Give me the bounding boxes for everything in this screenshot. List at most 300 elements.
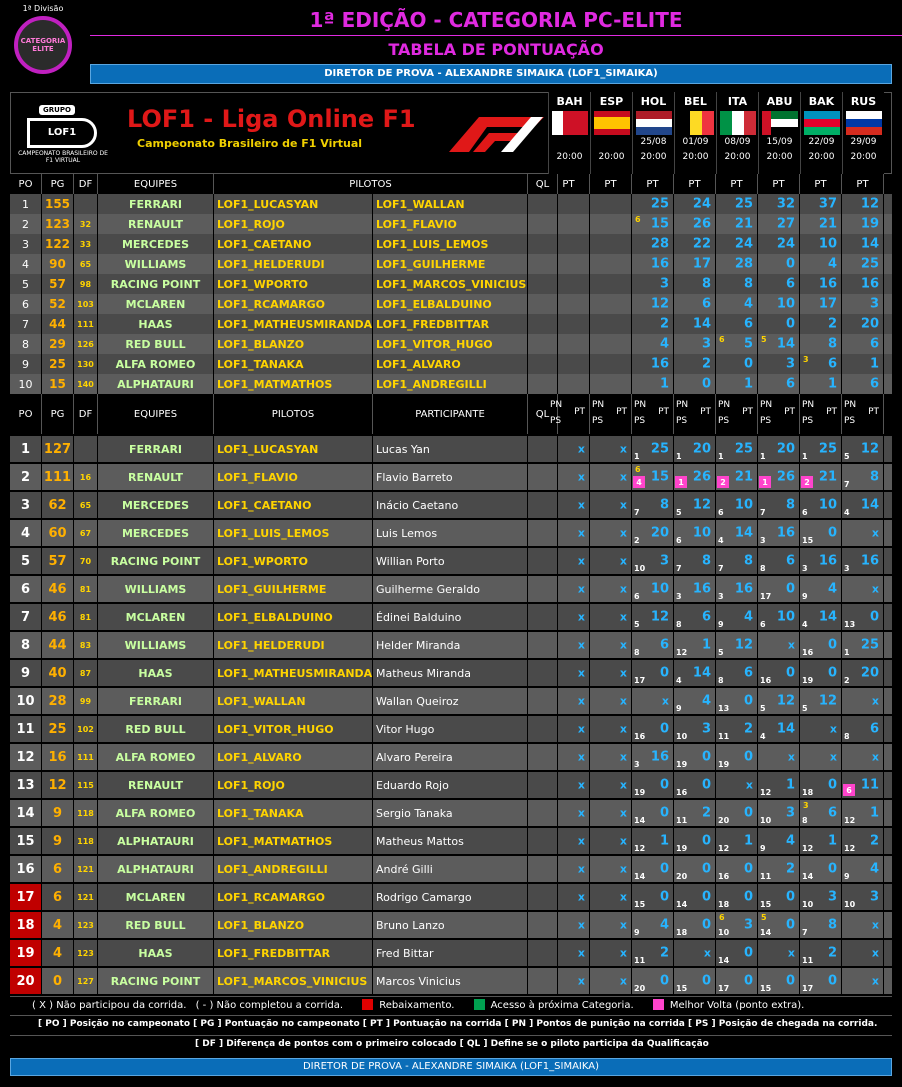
race-points: 1	[659, 833, 669, 849]
did-not-race: x	[619, 442, 627, 456]
race-points: 25	[650, 441, 669, 457]
driver-race-cell	[548, 688, 590, 714]
driver-race-cell	[842, 632, 884, 658]
race-points: 0	[659, 973, 669, 989]
driver-race-cell	[842, 884, 884, 910]
race-points: 0	[743, 693, 753, 709]
team-race-points: 37	[818, 196, 837, 212]
finish-position: 1	[802, 452, 808, 461]
team-race-cell	[842, 234, 884, 254]
team-mark: 5	[761, 335, 767, 344]
driver-race-cell	[716, 492, 758, 518]
driver-race-cell	[800, 968, 842, 994]
finish-position: 3	[802, 564, 808, 573]
race-points: 10	[734, 497, 753, 513]
driver-diff: 115	[74, 772, 98, 798]
finish-position: 14	[718, 956, 730, 965]
col-ps: PS	[844, 416, 856, 426]
col-race-head	[590, 394, 632, 434]
driver-team: HAAS	[98, 940, 214, 966]
race-ita	[716, 92, 758, 174]
team-race-points: 21	[734, 216, 753, 232]
team-race-points: 17	[692, 256, 711, 272]
finish-position: 16	[676, 788, 688, 797]
driver-row	[10, 688, 892, 714]
finish-position: 1	[844, 648, 850, 657]
did-not-race: x	[787, 638, 795, 652]
driver-race-cell	[758, 968, 800, 994]
finish-position: 9	[760, 844, 766, 853]
team-race-cell	[758, 234, 800, 254]
team-race-cell	[548, 234, 590, 254]
driver-pilot: LOF1_MATMATHOS	[214, 828, 373, 854]
team-race-cell	[590, 374, 632, 394]
driver-race-cell	[716, 772, 758, 798]
team-race-points: 0	[785, 316, 795, 332]
driver-pos: 15	[10, 828, 42, 854]
driver-name: Wallan Queiroz	[373, 688, 528, 714]
race-code: ABU	[766, 95, 793, 108]
driver-race-cell	[590, 716, 632, 742]
driver-name: Willian Porto	[373, 548, 528, 574]
race-rus	[842, 92, 884, 174]
driver-race-cell	[800, 912, 842, 938]
bak-flag-icon	[804, 111, 840, 135]
driver-race-cell	[716, 604, 758, 630]
race-points: 1	[785, 777, 795, 793]
finish-position: 16	[760, 676, 772, 685]
team-race-cell	[590, 274, 632, 294]
finish-position: 10	[676, 732, 688, 741]
driver-race-cell	[548, 660, 590, 686]
driver-mark: 3	[803, 801, 809, 810]
did-not-race: x	[619, 526, 627, 540]
driver-race-cell	[842, 660, 884, 686]
team-race-cell	[800, 294, 842, 314]
driver-name: Eduardo Rojo	[373, 772, 528, 798]
team-race-cell	[758, 314, 800, 334]
driver-diff: 118	[74, 800, 98, 826]
team-race-cell	[590, 254, 632, 274]
team-race-points: 1	[743, 376, 753, 392]
col-pt: PT	[716, 174, 758, 194]
finish-position: 19	[676, 760, 688, 769]
finish-position: 10	[718, 928, 730, 937]
driver-race-cell	[632, 436, 674, 462]
finish-position: 4	[760, 732, 766, 741]
team-race-cell	[716, 274, 758, 294]
lof1-logo-icon: LOF1	[27, 118, 97, 148]
team-race-points: 3	[785, 356, 795, 372]
team-driver-2: LOF1_MARCOS_VINICIUS	[373, 274, 528, 294]
driver-pos: 6	[10, 576, 42, 602]
race-points: 0	[659, 721, 669, 737]
driver-pos: 19	[10, 940, 42, 966]
did-not-race: x	[787, 750, 795, 764]
driver-pilot: LOF1_WPORTO	[214, 548, 373, 574]
finish-position: 12	[802, 844, 814, 853]
did-not-race: x	[871, 694, 879, 708]
col-pn: PN	[718, 400, 731, 410]
finish-position: 19	[634, 788, 646, 797]
driver-pilot: LOF1_LUIS_LEMOS	[214, 520, 373, 546]
driver-race-cell	[842, 464, 884, 490]
legend-line-1	[32, 999, 892, 1011]
team-diff	[74, 194, 98, 214]
race-points: 0	[827, 525, 837, 541]
did-not-race: x	[829, 750, 837, 764]
team-race-points: 2	[701, 356, 711, 372]
team-race-points: 6	[701, 296, 711, 312]
driver-team: FERRARI	[98, 436, 214, 462]
team-race-cell	[674, 214, 716, 234]
driver-row	[10, 604, 892, 630]
col-pt: PT	[616, 407, 627, 417]
driver-race-cell	[674, 968, 716, 994]
team-driver-2: LOF1_FREDBITTAR	[373, 314, 528, 334]
did-not-race: x	[577, 946, 585, 960]
finish-position: 5	[634, 620, 640, 629]
league-title: LOF1 - Liga Online F1	[127, 105, 416, 133]
race-date: 01/09	[682, 137, 709, 147]
race-bak	[800, 92, 842, 174]
finish-position: 19	[802, 676, 814, 685]
team-race-cell	[842, 214, 884, 234]
team-header-row	[10, 174, 892, 194]
team-race-points: 2	[659, 316, 669, 332]
team-mark: 6	[719, 335, 725, 344]
driver-race-cell	[842, 856, 884, 882]
driver-race-cell	[800, 856, 842, 882]
team-points: 123	[42, 214, 74, 234]
driver-race-cell	[590, 632, 632, 658]
finish-position: 5	[802, 704, 808, 713]
race-points: 12	[818, 693, 837, 709]
team-name: HAAS	[98, 314, 214, 334]
driver-team: HAAS	[98, 660, 214, 686]
driver-pos: 12	[10, 744, 42, 770]
driver-race-cell	[716, 828, 758, 854]
driver-team: ALPHATAURI	[98, 856, 214, 882]
finish-position: 4	[718, 536, 724, 545]
driver-race-cell	[800, 464, 842, 490]
driver-points: 25	[42, 716, 74, 742]
team-driver-1: LOF1_ROJO	[214, 214, 373, 234]
team-driver-2: LOF1_LUIS_LEMOS	[373, 234, 528, 254]
driver-pilot: LOF1_ALVARO	[214, 744, 373, 770]
driver-race-cell	[590, 604, 632, 630]
team-race-points: 0	[701, 376, 711, 392]
division-logo	[8, 4, 78, 84]
driver-race-cell	[716, 912, 758, 938]
col-pn: PN	[760, 400, 773, 410]
driver-race-cell	[674, 912, 716, 938]
race-points: 0	[659, 861, 669, 877]
did-not-race: x	[871, 946, 879, 960]
col-ps: PS	[802, 416, 814, 426]
team-race-cell	[758, 214, 800, 234]
col-equipes: EQUIPES	[98, 174, 214, 194]
race-points: 20	[776, 441, 795, 457]
race-points: 0	[701, 777, 711, 793]
finish-position: 18	[802, 788, 814, 797]
team-mark: 6	[635, 215, 641, 224]
driver-race-cell	[842, 912, 884, 938]
driver-race-cell	[800, 660, 842, 686]
driver-race-cell	[842, 548, 884, 574]
col-race-head	[674, 394, 716, 434]
driver-points: 6	[42, 884, 74, 910]
team-name: MCLAREN	[98, 294, 214, 314]
driver-race-cell	[632, 660, 674, 686]
legend-line-2: [ PO ] Posição no campeonato [ PG ] Pontuação no campeonato [ PT ] Pontuação na corrida [ PN ] Pontos de punição na corrida [ PS ] Posição de chegada na corrida.	[38, 1019, 878, 1029]
race-code: BAK	[808, 95, 835, 108]
team-pos: 10	[10, 374, 42, 394]
driver-race-cell	[842, 968, 884, 994]
team-driver-2: LOF1_FLAVIO	[373, 214, 528, 234]
driver-team: MERCEDES	[98, 520, 214, 546]
race-points: 6	[743, 665, 753, 681]
race-bah	[548, 92, 590, 174]
finish-position: 15	[760, 984, 772, 993]
finish-position: 10	[802, 900, 814, 909]
driver-race-cell	[842, 716, 884, 742]
did-not-race: x	[619, 582, 627, 596]
driver-race-cell	[548, 828, 590, 854]
finish-position: 4	[844, 508, 850, 517]
driver-row	[10, 856, 892, 882]
driver-race-cell	[548, 436, 590, 462]
ita-flag-icon	[720, 111, 756, 135]
driver-diff: 16	[74, 464, 98, 490]
finish-position: 7	[844, 480, 850, 489]
rus-flag-icon	[846, 111, 882, 135]
driver-race-cell	[590, 940, 632, 966]
race-points: 4	[827, 581, 837, 597]
driver-pilot: LOF1_LUCASYAN	[214, 436, 373, 462]
driver-team: MCLAREN	[98, 604, 214, 630]
race-points: 6	[659, 637, 669, 653]
did-not-race: x	[577, 554, 585, 568]
race-points: 0	[659, 777, 669, 793]
team-race-cell	[758, 354, 800, 374]
race-points: 20	[860, 665, 879, 681]
team-race-cell	[674, 274, 716, 294]
driver-pilot: LOF1_GUILHERME	[214, 576, 373, 602]
driver-race-cell	[800, 576, 842, 602]
race-points: 4	[701, 693, 711, 709]
finish-position: 14	[760, 928, 772, 937]
col-pg: PG	[42, 174, 74, 194]
did-not-race: x	[829, 722, 837, 736]
finish-position: 16	[802, 648, 814, 657]
race-points: 1	[701, 637, 711, 653]
driver-diff: 87	[74, 660, 98, 686]
team-race-points: 12	[650, 296, 669, 312]
did-not-race: x	[577, 862, 585, 876]
driver-race-cell	[800, 884, 842, 910]
team-points: 52	[42, 294, 74, 314]
driver-race-cell	[590, 548, 632, 574]
driver-race-cell	[674, 940, 716, 966]
race-points: 6	[827, 805, 837, 821]
did-not-race: x	[577, 442, 585, 456]
driver-race-cell	[758, 660, 800, 686]
race-points: 0	[743, 889, 753, 905]
did-not-race: x	[871, 918, 879, 932]
team-race-points: 5	[743, 336, 753, 352]
finish-position: 13	[844, 620, 856, 629]
driver-name: Matheus Mattos	[373, 828, 528, 854]
team-row	[10, 214, 892, 234]
race-date: 08/09	[724, 137, 751, 147]
race-points: 25	[734, 441, 753, 457]
driver-name: Sergio Tanaka	[373, 800, 528, 826]
team-race-cell	[632, 274, 674, 294]
race-date	[591, 137, 632, 148]
finish-position: 20	[634, 984, 646, 993]
team-diff: 32	[74, 214, 98, 234]
driver-race-cell	[632, 940, 674, 966]
team-race-points: 25	[650, 196, 669, 212]
team-race-cell	[716, 294, 758, 314]
team-row	[10, 294, 892, 314]
driver-pos: 13	[10, 772, 42, 798]
race-points: 2	[827, 945, 837, 961]
race-points: 6	[869, 721, 879, 737]
finish-position: 7	[676, 564, 682, 573]
col-df: DF	[74, 394, 98, 434]
legend	[0, 996, 902, 1066]
team-race-points: 14	[692, 316, 711, 332]
team-race-cell	[716, 234, 758, 254]
did-not-race: x	[577, 638, 585, 652]
driver-row	[10, 632, 892, 658]
col-pilotos: PILOTOS	[214, 394, 373, 434]
did-not-race: x	[619, 862, 627, 876]
driver-race-cell	[758, 912, 800, 938]
driver-pilot: LOF1_MARCOS_VINICIUS	[214, 968, 373, 994]
team-race-cell	[632, 254, 674, 274]
driver-race-cell	[758, 492, 800, 518]
driver-race-cell	[548, 744, 590, 770]
driver-team: ALPHATAURI	[98, 828, 214, 854]
team-mark: 3	[803, 355, 809, 364]
team-race-points: 14	[776, 336, 795, 352]
finish-position: 11	[676, 816, 688, 825]
finish-position: 3	[676, 592, 682, 601]
col-pn: PN	[634, 400, 647, 410]
team-points: 57	[42, 274, 74, 294]
driver-pos: 14	[10, 800, 42, 826]
race-points: 0	[659, 665, 669, 681]
finish-position: 8	[676, 620, 682, 629]
relegation-swatch	[362, 999, 373, 1010]
team-race-points: 22	[692, 236, 711, 252]
team-pos: 2	[10, 214, 42, 234]
driver-pos: 9	[10, 660, 42, 686]
col-race-head	[548, 394, 590, 434]
driver-race-cell	[800, 492, 842, 518]
col-pn: PN	[802, 400, 815, 410]
finish-position: 10	[844, 900, 856, 909]
finish-position: 6	[634, 592, 640, 601]
team-driver-2: LOF1_GUILHERME	[373, 254, 528, 274]
bah-flag-icon	[552, 111, 588, 135]
tire-badge-icon	[14, 16, 72, 74]
team-race-cell	[758, 374, 800, 394]
driver-race-cell	[758, 884, 800, 910]
driver-pos: 2	[10, 464, 42, 490]
driver-race-cell	[632, 576, 674, 602]
driver-race-cell	[758, 744, 800, 770]
driver-row	[10, 464, 892, 490]
race-points: 8	[701, 553, 711, 569]
team-row	[10, 234, 892, 254]
race-points: 0	[701, 749, 711, 765]
race-points: 3	[659, 553, 669, 569]
driver-row	[10, 548, 892, 574]
driver-race-cell	[842, 436, 884, 462]
team-row	[10, 334, 892, 354]
fastest-lap-position: 6	[843, 784, 855, 796]
driver-points: 4	[42, 940, 74, 966]
team-race-cell	[674, 334, 716, 354]
team-name: MERCEDES	[98, 234, 214, 254]
race-time: 20:00	[850, 152, 877, 162]
driver-race-cell	[590, 828, 632, 854]
driver-points: 46	[42, 576, 74, 602]
team-name: ALPHATAURI	[98, 374, 214, 394]
team-driver-2: LOF1_WALLAN	[373, 194, 528, 214]
driver-race-cell	[674, 828, 716, 854]
driver-race-cell	[800, 940, 842, 966]
driver-diff: 81	[74, 576, 98, 602]
team-race-cell	[590, 294, 632, 314]
team-points: 155	[42, 194, 74, 214]
finish-position: 2	[634, 536, 640, 545]
did-not-race: x	[577, 834, 585, 848]
driver-race-cell	[674, 632, 716, 658]
did-not-race: x	[577, 890, 585, 904]
driver-row	[10, 912, 892, 938]
group-label: GRUPO	[39, 105, 75, 115]
team-pos: 6	[10, 294, 42, 314]
team-race-cell	[674, 194, 716, 214]
team-points: 122	[42, 234, 74, 254]
race-date: 25/08	[640, 137, 667, 147]
col-pt: PT	[590, 174, 632, 194]
driver-race-cell	[716, 464, 758, 490]
driver-pilot: LOF1_ANDREGILLI	[214, 856, 373, 882]
did-not-race: x	[577, 470, 585, 484]
driver-race-cell	[674, 520, 716, 546]
team-race-points: 6	[785, 276, 795, 292]
finish-position: 15	[676, 984, 688, 993]
finish-position: 12	[844, 816, 856, 825]
team-race-cell	[674, 294, 716, 314]
driver-pos: 8	[10, 632, 42, 658]
team-pos: 8	[10, 334, 42, 354]
did-not-race: x	[577, 610, 585, 624]
legend-x: ( X ) Não participou da corrida.	[32, 999, 187, 1011]
driver-row	[10, 968, 892, 994]
driver-race-cell	[842, 492, 884, 518]
race-points: 3	[785, 805, 795, 821]
driver-race-cell	[716, 800, 758, 826]
team-race-cell	[716, 194, 758, 214]
race-points: 0	[785, 665, 795, 681]
